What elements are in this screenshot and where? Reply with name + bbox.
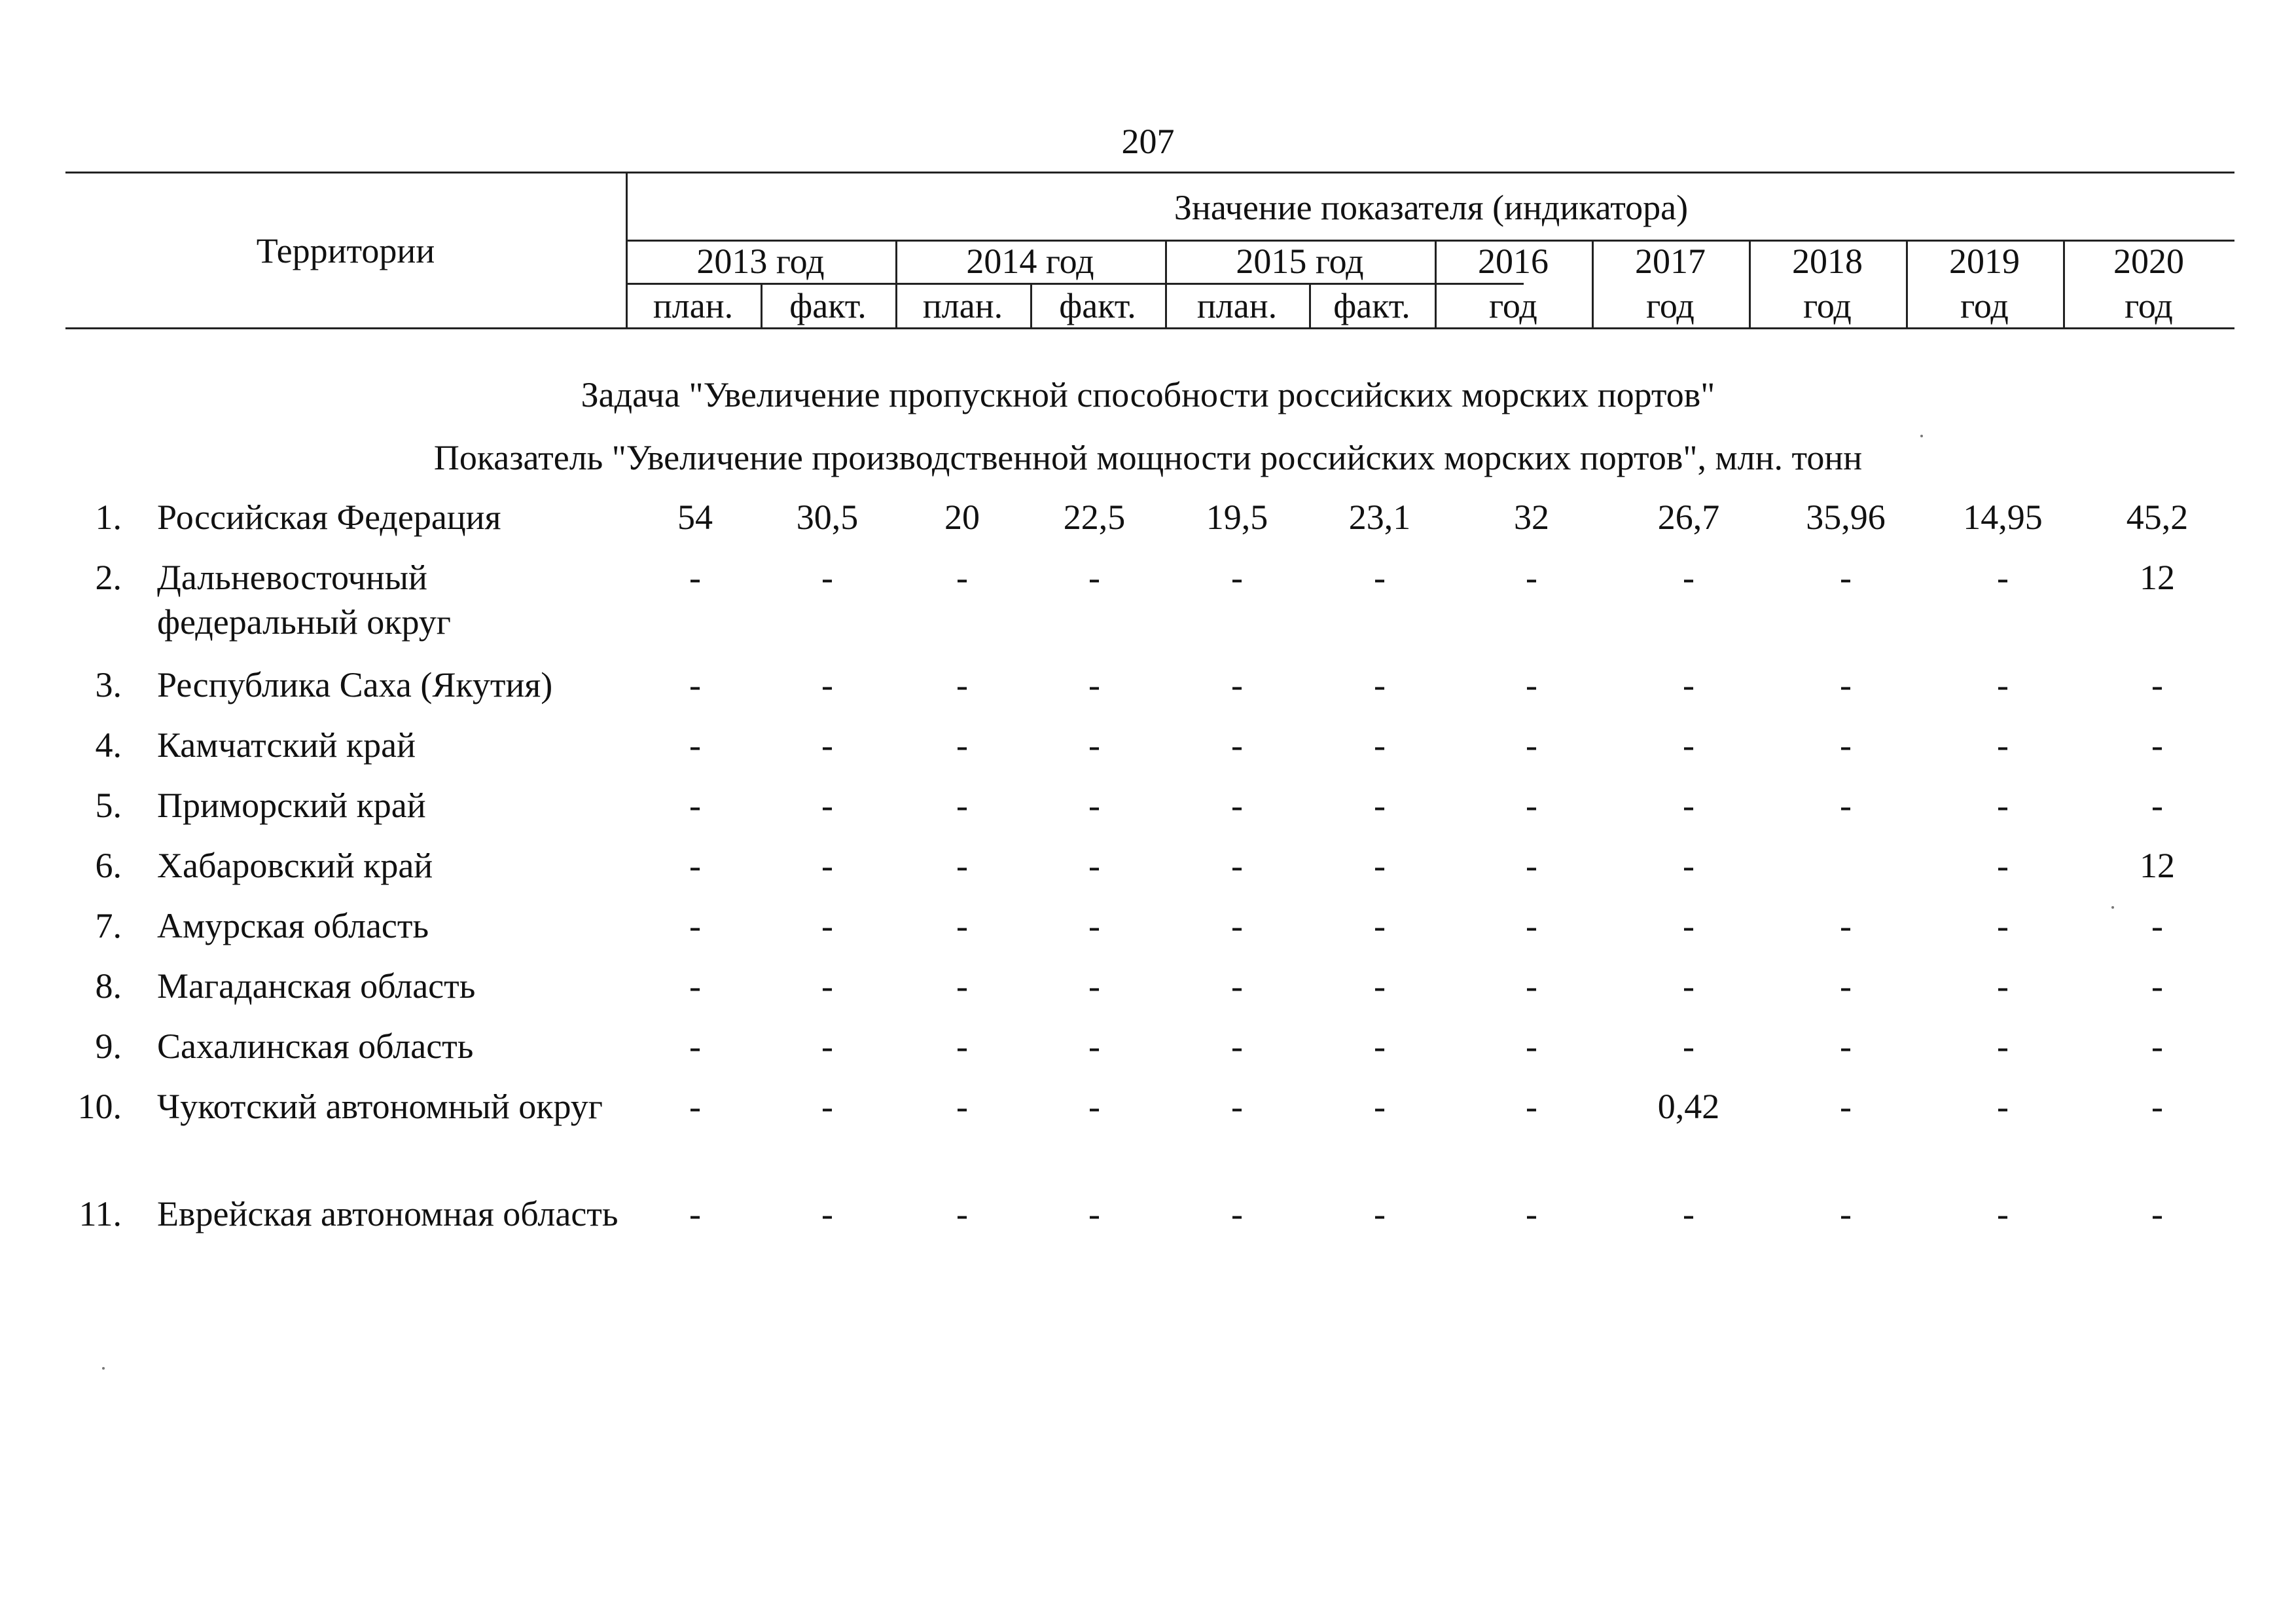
- value-cell: -: [1683, 665, 1695, 704]
- year-header: 2018: [1792, 242, 1863, 281]
- value-cell: -: [1683, 966, 1695, 1006]
- value-cell: -: [1088, 966, 1100, 1006]
- value-cell: -: [821, 665, 833, 704]
- value-cell: -: [821, 846, 833, 885]
- row-number: 5.: [95, 786, 122, 825]
- year-unit-header: год: [1960, 286, 2009, 325]
- value-cell: -: [1374, 966, 1386, 1006]
- value-cell: 45,2: [2126, 498, 2189, 537]
- value-cell: 30,5: [796, 498, 859, 537]
- value-cell: 12: [2140, 558, 2175, 597]
- value-cell: -: [689, 906, 701, 945]
- value-cell: -: [1374, 558, 1386, 597]
- page-number: 207: [1121, 122, 1175, 161]
- value-cell: -: [689, 558, 701, 597]
- territory-name: Камчатский край: [157, 725, 416, 765]
- value-cell: -: [1840, 558, 1852, 597]
- territory-name: Российская Федерация: [157, 498, 501, 537]
- territories-header: Территории: [256, 231, 435, 270]
- value-cell: -: [2151, 665, 2163, 704]
- value-cell: -: [1683, 846, 1695, 885]
- value-cell: -: [1231, 558, 1243, 597]
- value-cell: -: [2151, 966, 2163, 1006]
- row-number: 7.: [95, 906, 122, 945]
- value-cell: -: [689, 1087, 701, 1126]
- value-cell: -: [1997, 725, 2009, 765]
- year-header: 2013 год: [696, 242, 825, 281]
- value-cell: -: [689, 1027, 701, 1066]
- value-cell: -: [1683, 906, 1695, 945]
- value-cell: -: [1840, 966, 1852, 1006]
- value-cell: 19,5: [1206, 498, 1268, 537]
- row-number: 9.: [95, 1027, 122, 1066]
- fact-header: факт.: [1059, 286, 1136, 325]
- fact-header: факт.: [789, 286, 867, 325]
- territory-name: Магаданская область: [157, 966, 476, 1006]
- value-cell: -: [1526, 786, 1537, 825]
- value-cell: -: [1526, 966, 1537, 1006]
- value-cell: -: [1088, 846, 1100, 885]
- territory-name: Республика Саха (Якутия): [157, 665, 553, 704]
- value-cell: -: [1088, 665, 1100, 704]
- row-number: 11.: [79, 1194, 122, 1233]
- row-number: 8.: [95, 966, 122, 1006]
- value-cell: -: [1231, 665, 1243, 704]
- scan-speck: [2111, 906, 2114, 909]
- value-cell: -: [821, 558, 833, 597]
- value-cell: -: [2151, 1027, 2163, 1066]
- value-cell: -: [1840, 665, 1852, 704]
- year-header: 2019: [1949, 242, 2020, 281]
- scan-speck: [102, 1367, 105, 1370]
- value-cell: -: [956, 966, 968, 1006]
- value-cell: -: [1088, 906, 1100, 945]
- value-cell: -: [1526, 558, 1537, 597]
- value-cell: -: [2151, 725, 2163, 765]
- value-cell: -: [1088, 725, 1100, 765]
- value-cell: -: [1374, 846, 1386, 885]
- year-header: 2015 год: [1236, 242, 1364, 281]
- value-cell: -: [1374, 1194, 1386, 1233]
- value-cell: -: [1088, 1027, 1100, 1066]
- value-cell: -: [1840, 786, 1852, 825]
- territory-name: Чукотский автономный округ: [157, 1087, 603, 1126]
- year-header: 2017: [1635, 242, 1706, 281]
- year-header: 2014 год: [966, 242, 1094, 281]
- value-cell: -: [1840, 1194, 1852, 1233]
- value-cell: -: [1997, 665, 2009, 704]
- value-cell: -: [1526, 846, 1537, 885]
- value-cell: -: [2151, 1087, 2163, 1126]
- value-cell: -: [956, 846, 968, 885]
- value-cell: -: [1526, 665, 1537, 704]
- plan-header: план.: [922, 286, 1003, 325]
- year-unit-header: год: [2125, 286, 2173, 325]
- territory-name: Еврейская автономная область: [157, 1194, 619, 1233]
- value-cell: -: [1997, 966, 2009, 1006]
- value-cell: 54: [677, 498, 713, 537]
- value-cell: -: [1526, 1087, 1537, 1126]
- value-cell: 12: [2140, 846, 2175, 885]
- value-cell: -: [821, 966, 833, 1006]
- value-cell: -: [1997, 558, 2009, 597]
- value-cell: -: [1374, 725, 1386, 765]
- value-cell: 35,96: [1806, 498, 1886, 537]
- value-cell: -: [821, 1194, 833, 1233]
- row-number: 2.: [95, 558, 122, 597]
- row-number: 10.: [77, 1087, 122, 1126]
- value-cell: -: [2151, 786, 2163, 825]
- value-cell: -: [1840, 906, 1852, 945]
- value-cell: -: [1231, 906, 1243, 945]
- value-cell: -: [821, 786, 833, 825]
- value-cell: -: [689, 786, 701, 825]
- value-cell: -: [821, 1087, 833, 1126]
- value-cell: -: [1997, 846, 2009, 885]
- territory-name: Дальневосточный федеральный округ: [157, 558, 451, 642]
- value-cell: -: [1231, 725, 1243, 765]
- value-cell: 23,1: [1348, 498, 1411, 537]
- value-cell: 32: [1514, 498, 1549, 537]
- value-cell: -: [1088, 1087, 1100, 1126]
- value-cell: -: [1526, 906, 1537, 945]
- value-cell: -: [1088, 786, 1100, 825]
- value-cell: -: [2151, 906, 2163, 945]
- year-header: 2016: [1478, 242, 1549, 281]
- row-number: 6.: [95, 846, 122, 885]
- value-cell: -: [956, 558, 968, 597]
- value-cell: -: [1231, 1087, 1243, 1126]
- territory-name: Амурская область: [157, 906, 429, 945]
- value-cell: -: [1374, 1087, 1386, 1126]
- value-cell: -: [1683, 1194, 1695, 1233]
- value-cell: -: [1088, 1194, 1100, 1233]
- value-cell: -: [689, 725, 701, 765]
- territory-name: Приморский край: [157, 786, 426, 825]
- value-cell: -: [1683, 1027, 1695, 1066]
- value-cell: -: [956, 1087, 968, 1126]
- value-cell: -: [1997, 786, 2009, 825]
- task-title: Задача "Увеличение пропускной способности российских морских портов": [581, 375, 1715, 414]
- value-cell: -: [1374, 665, 1386, 704]
- value-cell: 22,5: [1063, 498, 1126, 537]
- value-cell: -: [1231, 846, 1243, 885]
- year-unit-header: год: [1646, 286, 1695, 325]
- value-cell: -: [956, 665, 968, 704]
- value-cell: -: [1088, 558, 1100, 597]
- value-cell: -: [956, 786, 968, 825]
- year-unit-header: год: [1489, 286, 1537, 325]
- value-cell: -: [1231, 1027, 1243, 1066]
- value-cell: -: [1997, 1194, 2009, 1233]
- scan-speck: [1920, 435, 1923, 437]
- plan-header: план.: [653, 286, 734, 325]
- header-top-rule: [65, 172, 2234, 173]
- value-cell: -: [821, 725, 833, 765]
- value-cell: -: [1683, 558, 1695, 597]
- value-cell: -: [821, 1027, 833, 1066]
- territory-name: Хабаровский край: [157, 846, 433, 885]
- value-cell: -: [1526, 725, 1537, 765]
- value-cell: -: [689, 1194, 701, 1233]
- plan-header: план.: [1196, 286, 1278, 325]
- value-cell: -: [1997, 1027, 2009, 1066]
- value-cell: -: [956, 725, 968, 765]
- value-cell: 0,42: [1657, 1087, 1720, 1126]
- value-cell: -: [1231, 786, 1243, 825]
- year-header: 2020: [2113, 242, 2184, 281]
- value-cell: 20: [944, 498, 980, 537]
- value-cell: -: [1374, 1027, 1386, 1066]
- value-cell: -: [689, 846, 701, 885]
- value-cell: -: [1231, 966, 1243, 1006]
- value-cell: -: [1526, 1194, 1537, 1233]
- value-cell: -: [1526, 1027, 1537, 1066]
- row-number: 3.: [95, 665, 122, 704]
- value-cell: 26,7: [1657, 498, 1720, 537]
- value-cell: -: [1840, 1027, 1852, 1066]
- table-header: [65, 172, 2234, 330]
- value-cell: -: [1374, 906, 1386, 945]
- indicator-title: Показатель "Увеличение производственной мощности российских морских портов", млн. тонн: [433, 438, 1863, 477]
- header-bottom-rule: [65, 327, 2234, 329]
- value-cell: -: [689, 966, 701, 1006]
- value-cell: -: [956, 906, 968, 945]
- year-unit-header: год: [1803, 286, 1852, 325]
- row-number: 4.: [95, 725, 122, 765]
- value-cell: -: [821, 906, 833, 945]
- value-cell: -: [1374, 786, 1386, 825]
- value-cell: -: [1683, 786, 1695, 825]
- value-cell: -: [1231, 1194, 1243, 1233]
- value-cell: 14,95: [1963, 498, 2043, 537]
- territory-name: Сахалинская область: [157, 1027, 474, 1066]
- value-cell: -: [1997, 906, 2009, 945]
- indicator-header: Значение показателя (индикатора): [1174, 188, 1689, 227]
- value-cell: -: [689, 665, 701, 704]
- value-cell: -: [1840, 1087, 1852, 1126]
- value-cell: -: [1683, 725, 1695, 765]
- value-cell: -: [1997, 1087, 2009, 1126]
- value-cell: -: [956, 1027, 968, 1066]
- value-cell: -: [956, 1194, 968, 1233]
- fact-header: факт.: [1333, 286, 1410, 325]
- row-number: 1.: [95, 498, 122, 537]
- value-cell: -: [1840, 725, 1852, 765]
- value-cell: -: [2151, 1194, 2163, 1233]
